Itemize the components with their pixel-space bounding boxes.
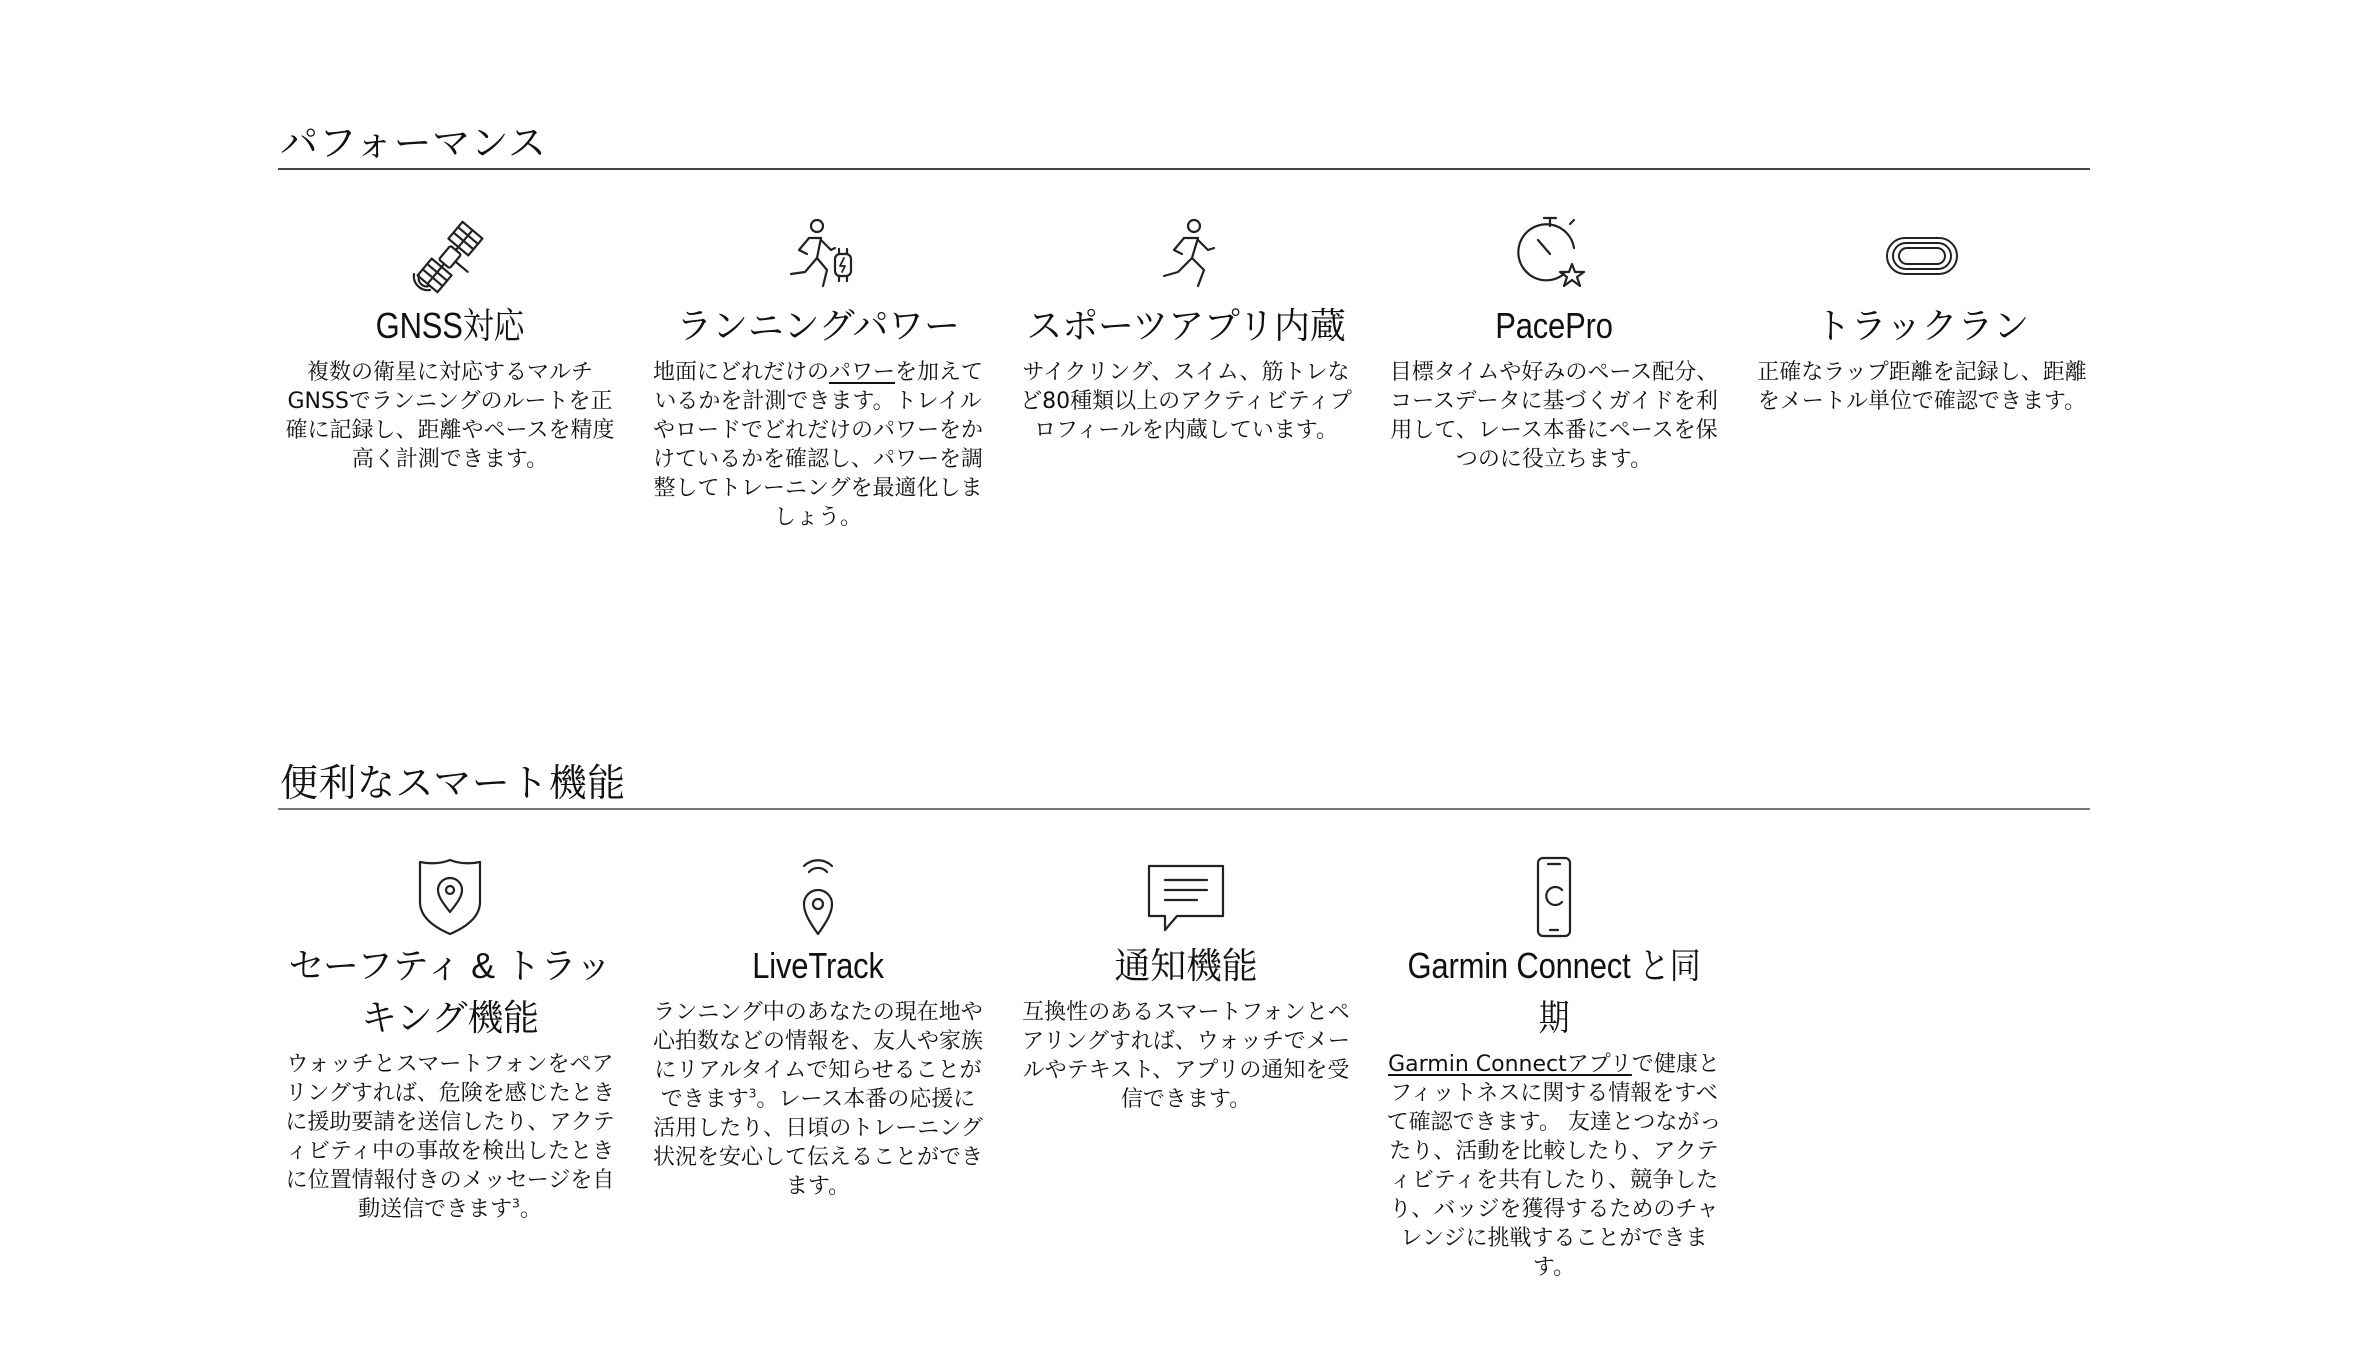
- feature-title: スポーツアプリ内蔵: [1026, 305, 1346, 346]
- description-text: で健康とフィットネスに関する情報をすべて確認できます。 友達とつながったり、活動を比較したり、アクティビティを共有したり、競争したり、バッジを獲得するためのチャレンジに挑戦することができます。: [1386, 1052, 1722, 1280]
- feature-gnss: [278, 214, 622, 474]
- section-title: パフォーマンス: [280, 121, 547, 165]
- livetrack-pin-icon: [758, 854, 878, 940]
- feature-sport-apps: [1014, 214, 1358, 445]
- feature-description: 目標タイムや好みのペース配分、コースデータに基づくガイドを利用して、レース本番にペースを保つのに役立ちます。: [1389, 360, 1719, 472]
- description-text: 地面にどれだけの: [652, 360, 829, 385]
- feature-description: 正確なラップ距離を記録し、距離をメートル単位で確認できます。: [1757, 360, 2087, 414]
- feature-list: [278, 170, 2090, 690]
- garmin-connect-app-link[interactable]: Garmin Connectアプリ: [1388, 1052, 1632, 1077]
- running-power-icon: [758, 214, 878, 300]
- feature-notifications: [1014, 854, 1358, 1114]
- description-text: 。レース本番の応援に活用したり、日頃のトレーニング状況を安心して伝えることができます。: [652, 1087, 983, 1199]
- description-text: ランニング中のあなたの現在地や心拍数などの情報を、友人や家族にリアルタイムで知らせることができます: [652, 1000, 983, 1112]
- footnote-marker: 3: [748, 1086, 757, 1101]
- feature-track-run: [1750, 214, 2094, 416]
- feature-garmin-connect-sync: [1382, 854, 1726, 1282]
- shield-location-icon: [390, 854, 510, 940]
- feature-title: ランニングパワー: [676, 305, 960, 346]
- description-text: を加えているかを計測できます。トレイルやロードでどれだけのパワーをかけているかを確認し、パワーを調整してトレーニングを最適化しましょう。: [652, 360, 984, 530]
- feature-title: トラックラン: [1814, 305, 2030, 346]
- feature-list: [278, 810, 2090, 1330]
- feature-title: PacePro: [1495, 305, 1613, 346]
- feature-title: GNSS対応: [375, 305, 525, 346]
- message-icon: [1126, 854, 1246, 940]
- description-text: 。: [519, 1197, 542, 1222]
- feature-pacepro: [1382, 214, 1726, 474]
- feature-title: セーフティ & トラッキング機能: [288, 945, 612, 1038]
- runner-icon: [1126, 214, 1246, 300]
- power-link[interactable]: パワー: [828, 360, 895, 385]
- feature-description: [278, 1050, 622, 1224]
- feature-description: [646, 998, 990, 1201]
- feature-description: サイクリング、スイム、筋トレなど80種類以上のアクティビティプロフィールを内蔵しています。: [1020, 360, 1352, 443]
- footnote-marker: 3: [512, 1196, 520, 1211]
- feature-title: LiveTrack: [752, 945, 884, 986]
- description-text: ウォッチとスマートフォンをペアリングすれば、危険を感じたときに援助要請を送信したり、アクティビティ中の事故を検出したときに位置情報付きのメッセージを自動送信できます: [285, 1052, 615, 1222]
- section-title: 便利なスマート機能: [280, 761, 626, 805]
- feature-description: [1382, 1050, 1726, 1282]
- feature-title: Garmin Connect と同期: [1407, 945, 1701, 1038]
- feature-description: 互換性のあるスマートフォンとペアリングすれば、ウォッチでメールやテキスト、アプリの通知を受信できます。: [1022, 1000, 1350, 1112]
- feature-safety-tracking: [278, 854, 622, 1224]
- satellite-icon: [390, 214, 510, 300]
- feature-livetrack: [646, 854, 990, 1201]
- track-icon: [1862, 214, 1982, 300]
- performance-section: [278, 118, 2090, 690]
- smart-features-section: [278, 758, 2090, 1330]
- feature-title: 通知機能: [1114, 945, 1258, 986]
- feature-running-power: [646, 214, 990, 532]
- stopwatch-star-icon: [1494, 214, 1614, 300]
- feature-description: [646, 358, 990, 532]
- phone-sync-icon: [1494, 854, 1614, 940]
- feature-description: 複数の衛星に対応するマルチGNSSでランニングのルートを正確に記録し、距離やペースを精度高く計測できます。: [285, 360, 615, 472]
